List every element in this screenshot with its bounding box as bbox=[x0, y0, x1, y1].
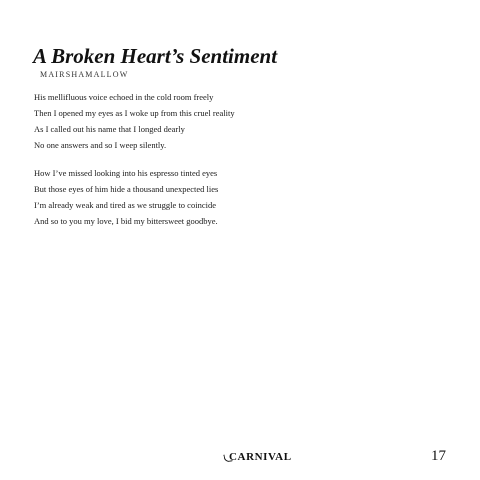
stanza bbox=[34, 165, 218, 229]
carnival-logo: CARNIVAL bbox=[229, 451, 292, 463]
page-number: 17 bbox=[431, 448, 446, 464]
poem-line: How I’ve missed looking into his espresso tinted eyes bbox=[34, 168, 218, 178]
poem-title: A Broken Heart’s Sentiment bbox=[33, 44, 278, 68]
poem-author: MAIRSHAMALLOW bbox=[40, 70, 129, 79]
poem-line: No one answers and so I weep silently. bbox=[34, 140, 167, 150]
poem-line: I’m already weak and tired as we struggle to coincide bbox=[34, 200, 216, 210]
stanza bbox=[34, 89, 235, 153]
poem-line: As I called out his name that I longed dearly bbox=[34, 124, 185, 134]
poem-line: Then I opened my eyes as I woke up from this cruel reality bbox=[34, 108, 235, 118]
poem-line: And so to you my love, I bid my bittersweet goodbye. bbox=[34, 216, 218, 226]
poem-line: But those eyes of him hide a thousand unexpected lies bbox=[34, 184, 219, 194]
poem-line: His mellifluous voice echoed in the cold room freely bbox=[34, 92, 214, 102]
